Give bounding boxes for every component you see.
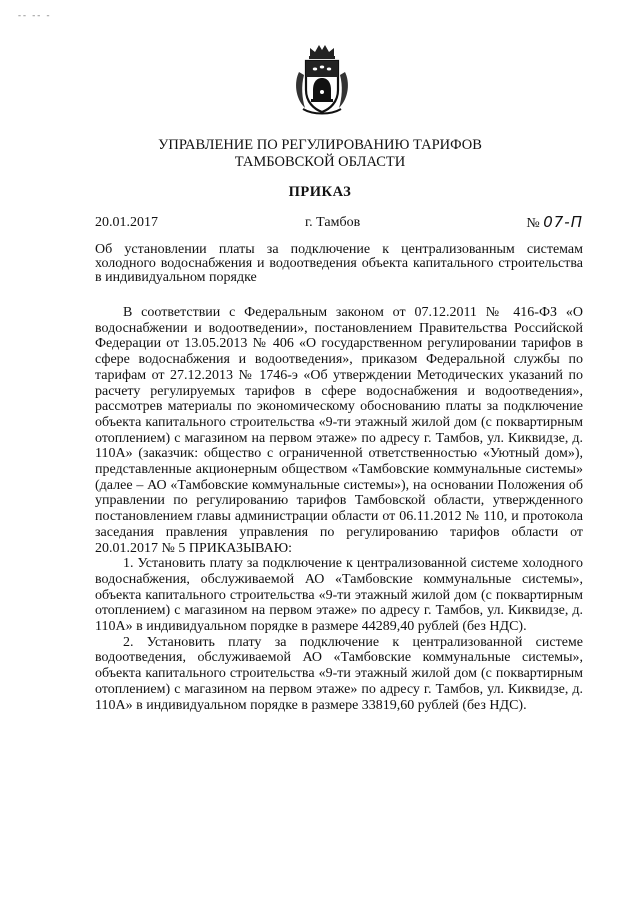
item-2-paragraph: 2. Установить плату за подключение к централизованной системе водоотведения, обслуживаемой АО «Тамбовские коммунальные системы», объекта капитального строительства «9-ти этажный жилой дом (с поквартирным отоплением) с магазином на первом этаже» по адресу г. Тамбов, ул. Киквидзе, д. 110А» в индивидуальном порядке в размере 33819,60 рублей (без НДС). xyxy=(95,634,583,713)
order-city: г. Тамбов xyxy=(305,215,361,230)
order-date: 20.01.2017 xyxy=(95,215,158,230)
number-sign: № xyxy=(526,216,540,231)
order-subject: Об установлении платы за подключение к централизованным системам холодного водоснабжения и водоотведения объекта капитального строительства в индивидуальном порядке xyxy=(95,242,583,285)
order-number xyxy=(526,213,583,232)
order-body xyxy=(95,305,583,713)
preamble-paragraph: В соответствии с Федеральным законом от 07.12.2011 № 416-ФЗ «О водоснабжении и водоотведении», постановлением Правительства Российской Федерации от 13.05.2013 № 406 «О государственном регулировании тарифов в сфере водоснабжения и водоотведения», приказом Федеральной службы по тарифам от 27.12.2013 № 1746-э «Об утверждении Методических указаний по расчету регулируемых тарифов в сфере водоснабжения и водоотведения», рассмотрев материалы по экономическому обоснованию платы за подключение объекта капитального строительства «9-ти этажный жилой дом (с поквартирным отоплением) с магазином на первом этаже» по адресу г. Тамбов, ул. Киквидзе, д. 110А» (заказчик: общество с ограниченной ответственностью «Уютный дом»), представленные акционерным обществом «Тамбовские коммунальные системы» (далее – АО «Тамбовские коммунальные системы»), на основании Положения об управлении по регулированию тарифов Тамбовской области, утвержденного постановлением главы администрации области от 06.11.2012 № 110, и протокола заседания правления управления по регулированию тарифов области от 20.01.2017 № 5 ПРИКАЗЫВАЮ: xyxy=(95,305,583,556)
corner-scan-mark: -- -- - xyxy=(18,10,52,20)
item-1-paragraph: 1. Установить плату за подключение к централизованной системе холодного водоснабжения, обслуживаемой АО «Тамбовские коммунальные системы», объекта капитального строительства «9-ти этажный жилой дом (с поквартирным отоплением) с магазином на первом этаже» по адресу г. Тамбов, ул. Киквидзе, д. 110А» в индивидуальном порядке в размере 44289,40 рублей (без НДС). xyxy=(95,556,583,635)
document-meta-row xyxy=(95,215,583,233)
agency-title-line2: ТАМБОВСКОЙ ОБЛАСТИ xyxy=(234,154,406,170)
agency-title-line1: УПРАВЛЕНИЕ ПО РЕГУЛИРОВАНИЮ ТАРИФОВ xyxy=(158,137,482,153)
document-type-heading: ПРИКАЗ xyxy=(288,184,352,200)
tambov-coat-of-arms-emblem xyxy=(293,42,351,116)
handwritten-order-number: 07-П xyxy=(543,213,583,231)
